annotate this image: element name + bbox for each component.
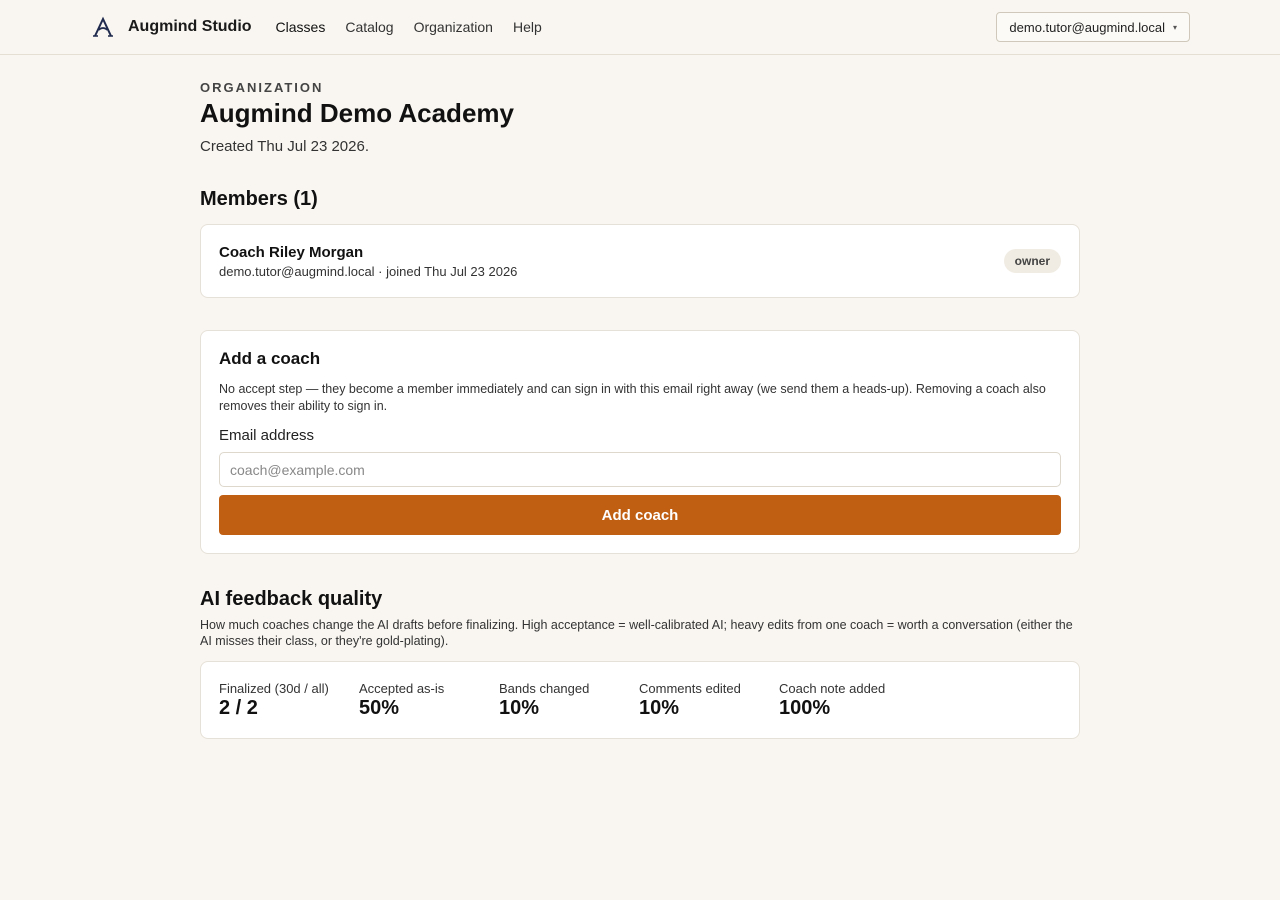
email-label: Email address [219,427,315,444]
add-coach-card [200,330,1080,554]
created-date: Created Thu Jul 23 2026. [200,138,370,155]
stat-label: Coach note added [779,681,886,696]
nav-item-organization[interactable]: Organization [413,19,493,35]
nav-item-catalog[interactable]: Catalog [345,19,394,35]
ai-feedback-description: How much coaches change the AI drafts before finalizing. High acceptance = well-calibrated AI; heavy edits from one coach = worth a conversation (either the AI misses their class, or they're gold-plating). [200,618,1073,648]
member-info [219,244,517,279]
email-field[interactable] [219,452,1061,487]
brand-name: Augmind Studio [128,18,252,35]
stat-finalized [219,681,359,719]
stat-label: Finalized (30d / all) [219,681,329,696]
stat-label: Accepted as-is [359,681,445,696]
stat-value: 10% [639,697,680,719]
nav-item-help[interactable]: Help [512,19,542,35]
caret-down-icon: ▾ [1172,22,1177,32]
page-title: Augmind Demo Academy [200,98,514,128]
top-navigation-bar [0,0,1280,55]
nav-item-classes[interactable]: Classes [275,19,326,35]
stat-value: 10% [499,697,540,719]
main-nav [276,19,542,35]
role-badge: owner [1004,249,1061,273]
stat-bands-changed [499,681,639,719]
stat-value: 100% [779,697,831,719]
member-row [200,224,1080,298]
ai-feedback-stats [200,661,1080,739]
members-heading: Members (1) [200,188,318,210]
add-coach-heading: Add a coach [219,349,321,368]
stat-value: 50% [359,697,400,719]
stat-label: Comments edited [639,681,741,696]
user-menu-button[interactable] [996,12,1190,42]
member-meta: demo.tutor@augmind.local · joined Thu Jul 23 2026 [219,263,518,279]
page-eyebrow: ORGANIZATION [200,80,324,95]
stat-label: Bands changed [499,681,590,696]
ai-feedback-heading: AI feedback quality [200,588,383,610]
add-coach-description: No accept step — they become a member immediately and can sign in with this email right away (we send them a heads-up). Removing a coach also removes their ability to sign in. [219,382,1046,413]
stat-coach-note [779,681,919,719]
main-content [200,55,1080,739]
stat-comments-edited [639,681,779,719]
brand[interactable] [92,16,252,38]
stat-accepted [359,681,499,719]
add-coach-button[interactable]: Add coach [219,495,1061,535]
user-email: demo.tutor@augmind.local [1009,19,1165,35]
augmind-logo-icon [92,16,114,38]
stat-value: 2 / 2 [219,697,258,719]
member-name: Coach Riley Morgan [219,243,364,261]
